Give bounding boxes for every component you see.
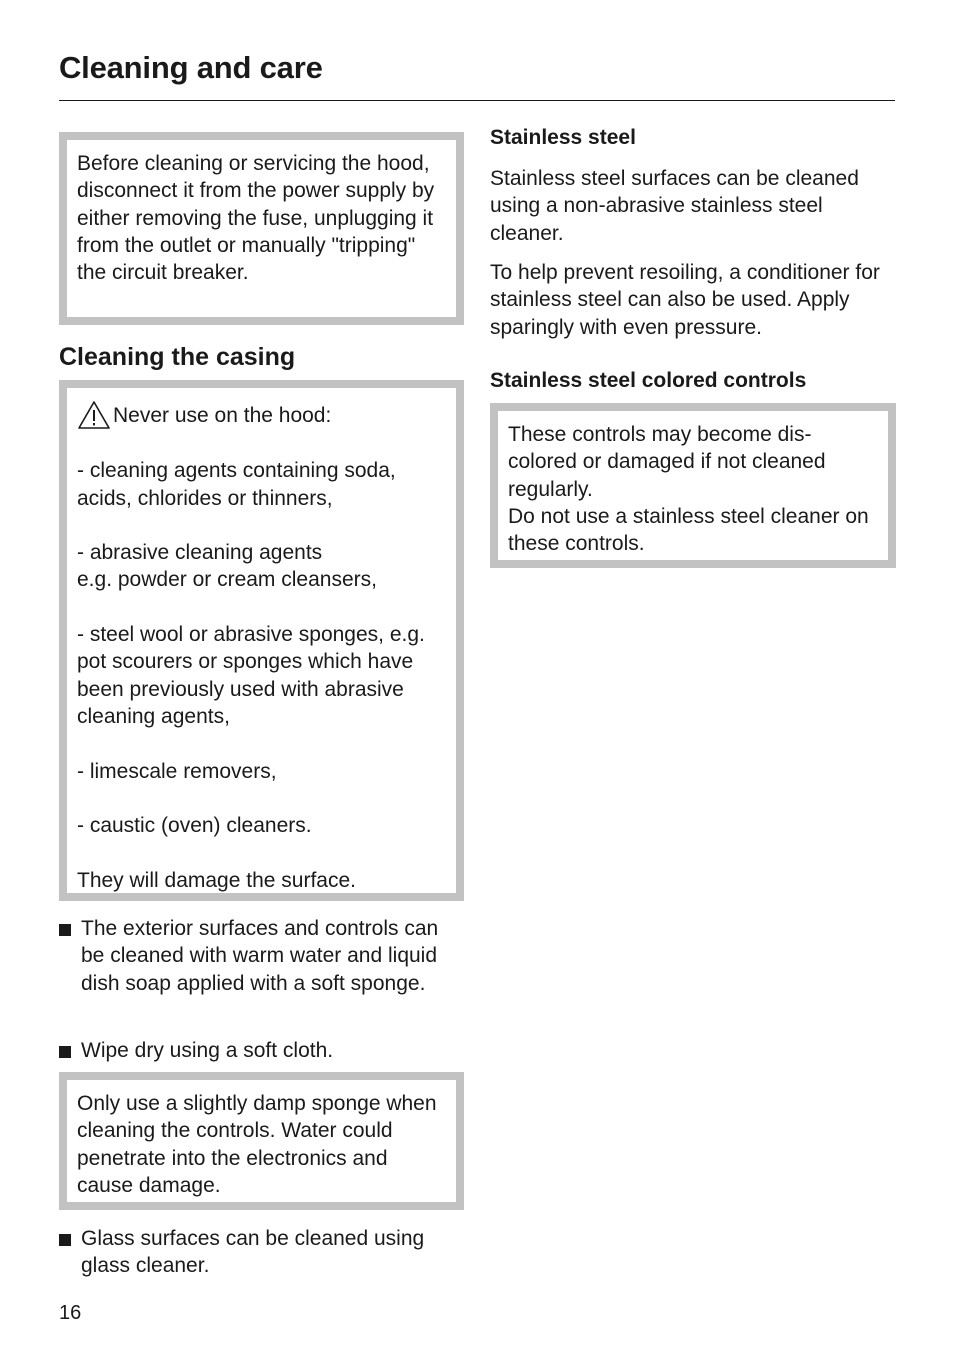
title-rule [59,100,895,101]
damp-sponge-text: Only use a slightly damp sponge when cleaning the controls. Water could penetrate into the electronics and cause damage. [77,1092,437,1197]
square-bullet-icon [59,1046,71,1058]
colored-controls-text-1: These controls may become dis-colored or damaged if not cleaned regularly. [508,423,826,501]
page-number: 16 [59,1302,82,1324]
bullet-text: Glass surfaces can be cleaned using glass cleaner. [81,1227,425,1278]
warning-item-steel-wool: - steel wool or abrasive sponges, e.g. pot scourers or sponges which have been previously used with abrasive cleaning agents, [77,623,425,728]
bullet-exterior-surfaces [59,915,464,997]
warning-item-caustic: - caustic (oven) cleaners. [77,814,312,838]
subheading-colored-controls: Stainless steel colored controls [490,369,807,392]
page-title: Cleaning and care [59,50,323,85]
bullet-text: Wipe dry using a soft cloth. [81,1039,334,1062]
bullet-text: The exterior surfaces and controls can be cleaned with warm water and liquid dish soap applied with a soft sponge. [81,917,439,995]
colored-controls-text-2: Do not use a stainless steel cleaner on these controls. [508,504,869,556]
never-use-warning-box [59,380,464,901]
colored-controls-box [490,403,896,568]
warning-item-limescale: - limescale removers, [77,759,277,783]
warning-footer: They will damage the surface. [77,868,356,892]
disconnect-power-box [59,132,464,325]
section-title-cleaning-casing: Cleaning the casing [59,343,296,371]
warning-item-abrasive: - abrasive cleaning agents [77,541,323,565]
bullet-wipe-dry [59,1037,464,1064]
square-bullet-icon [59,1234,71,1246]
warning-heading: Never use on the hood: [113,404,332,427]
warning-item-abrasive-example: e.g. powder or cream cleansers, [77,568,377,592]
stainless-paragraph-1: Stainless steel surfaces can be cleaned using a non-abrasive stainless steel cleaner. [490,167,859,245]
square-bullet-icon [59,924,71,936]
damp-sponge-note-box [59,1072,464,1210]
stainless-paragraph-2: To help prevent resoiling, a conditioner for stainless steel can also be used. Apply sparingly with even pressure. [490,261,880,339]
warning-triangle-icon [77,400,111,430]
warning-item-cleaning-agents: - cleaning agents containing soda, acids, chlorides or thinners, [77,459,396,510]
bullet-glass-surfaces [59,1225,464,1280]
subheading-stainless-steel: Stainless steel [490,126,636,149]
disconnect-power-text: Before cleaning or servicing the hood, disconnect it from the power supply by either removing the fuse, unplugging it from the outlet or manually "tripping" the circuit breaker. [77,152,435,285]
